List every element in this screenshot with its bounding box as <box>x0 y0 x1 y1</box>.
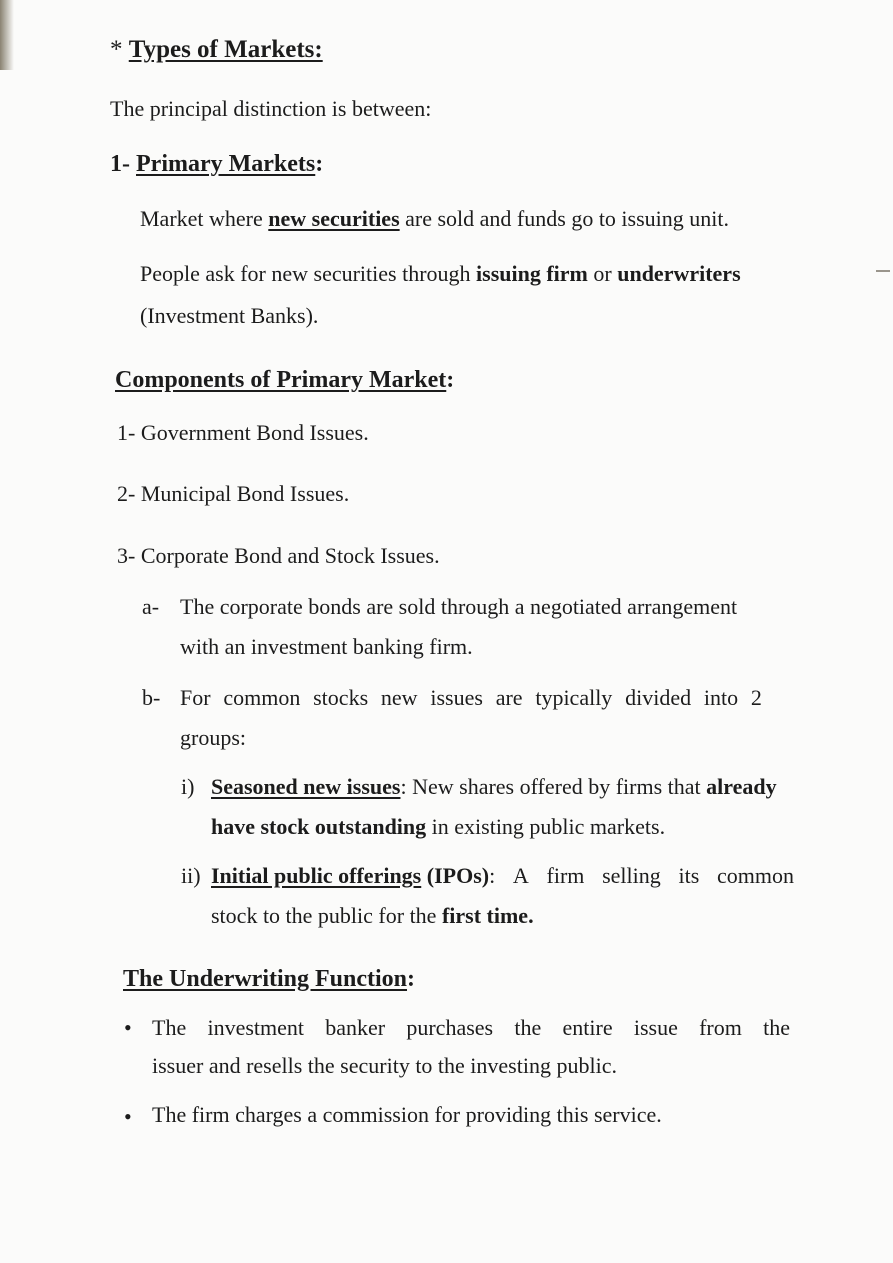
word: from <box>699 1015 742 1040</box>
underwriting-bullet-2: The firm charges a commission for providing this service. <box>152 1102 662 1127</box>
primary-def-new-securities: new securities <box>268 206 400 231</box>
title-star: * <box>110 36 123 63</box>
primary-investment-banks: (Investment Banks). <box>140 303 319 328</box>
scan-edge-mark <box>0 0 14 70</box>
word: investment <box>207 1015 304 1040</box>
sub-item-i-label: i) <box>181 774 195 799</box>
word: divided <box>625 685 692 710</box>
word: new <box>380 685 418 710</box>
list-item: 3- Corporate Bond and Stock Issues. <box>117 543 440 568</box>
primary-or: or <box>587 261 618 286</box>
sub-item-a-line2: with an investment banking firm. <box>180 634 473 659</box>
word: common <box>223 685 301 710</box>
ipos-bold: (IPOs) <box>421 863 490 888</box>
seasoned-already: already <box>706 774 777 799</box>
word: selling <box>602 863 661 888</box>
word: : <box>489 863 496 888</box>
word: the <box>514 1015 542 1040</box>
components-heading-text: Components of Primary Market <box>115 367 447 393</box>
word: into <box>703 685 739 710</box>
bullet-icon: • <box>124 1104 132 1129</box>
primary-heading-text: Primary Markets <box>136 151 316 177</box>
sub-item-ii-line1 <box>211 862 794 890</box>
ipo-line2-text: stock to the public for the <box>211 903 442 928</box>
seasoned-line2-text: in existing public markets. <box>426 814 666 839</box>
sub-item-b-label: b- <box>142 685 161 710</box>
sub-item-a-line1: The corporate bonds are sold through a negotiated arrangement <box>180 594 738 619</box>
word: The <box>152 1015 187 1040</box>
ipo-first-time: first time. <box>441 903 534 928</box>
primary-people-line <box>140 260 741 288</box>
word: stocks <box>313 685 369 710</box>
bullet-icon: • <box>124 1015 132 1040</box>
word: issue <box>633 1015 678 1040</box>
ipo-head-group <box>211 862 495 890</box>
seasoned-stock-outstanding: have stock outstanding <box>211 814 427 839</box>
scan-dash-mark <box>876 270 890 272</box>
components-heading <box>115 366 454 394</box>
list-item: 1- Government Bond Issues. <box>117 420 369 445</box>
seasoned-new-issues: Seasoned new issues <box>211 774 401 799</box>
primary-heading-colon: : <box>315 151 324 177</box>
underwriting-heading-colon: : <box>407 966 416 992</box>
intro-text: The principal distinction is between: <box>110 96 432 121</box>
word: its <box>678 863 700 888</box>
underwriting-heading <box>123 965 415 993</box>
word: firm <box>546 863 585 888</box>
word: banker <box>325 1015 386 1040</box>
sub-item-a-label: a- <box>142 594 160 619</box>
components-heading-colon: : <box>446 367 455 393</box>
word: issues <box>430 685 483 710</box>
sub-item-b-line1 <box>180 684 762 712</box>
word: entire <box>562 1015 613 1040</box>
word: are <box>495 685 523 710</box>
primary-underwriters: underwriters <box>617 261 741 286</box>
word: common <box>716 863 794 888</box>
primary-definition <box>140 205 729 233</box>
title-text: Types of Markets: <box>128 36 323 63</box>
initial-public-offerings: Initial public offerings <box>211 863 422 888</box>
primary-heading <box>110 150 323 178</box>
word: A <box>512 863 529 888</box>
sub-item-i-line2 <box>211 813 665 841</box>
word: the <box>763 1015 790 1040</box>
sub-item-ii-label: ii) <box>181 863 201 888</box>
seasoned-text: : New shares offered by firms that <box>400 774 707 799</box>
word: For <box>180 685 211 710</box>
primary-people-a: People ask for new securities through <box>140 261 477 286</box>
underwriting-bullet-1-line2: issuer and resells the security to the investing public. <box>152 1053 617 1078</box>
sub-item-i-line1 <box>211 773 777 801</box>
sub-item-b-line2: groups: <box>180 725 246 750</box>
list-item: 2- Municipal Bond Issues. <box>117 481 350 506</box>
primary-number: 1- <box>110 151 130 177</box>
primary-def-c: are sold and funds go to issuing unit. <box>399 206 730 231</box>
word: typically <box>535 685 613 710</box>
underwriting-bullet-1-line1 <box>152 1014 790 1042</box>
primary-issuing-firm: issuing firm <box>476 261 588 286</box>
underwriting-heading-text: The Underwriting Function <box>123 966 408 992</box>
page-title <box>110 36 323 64</box>
primary-def-a: Market where <box>140 206 269 231</box>
sub-item-ii-line2 <box>211 902 534 930</box>
word: 2 <box>750 685 762 710</box>
word: purchases <box>406 1015 494 1040</box>
